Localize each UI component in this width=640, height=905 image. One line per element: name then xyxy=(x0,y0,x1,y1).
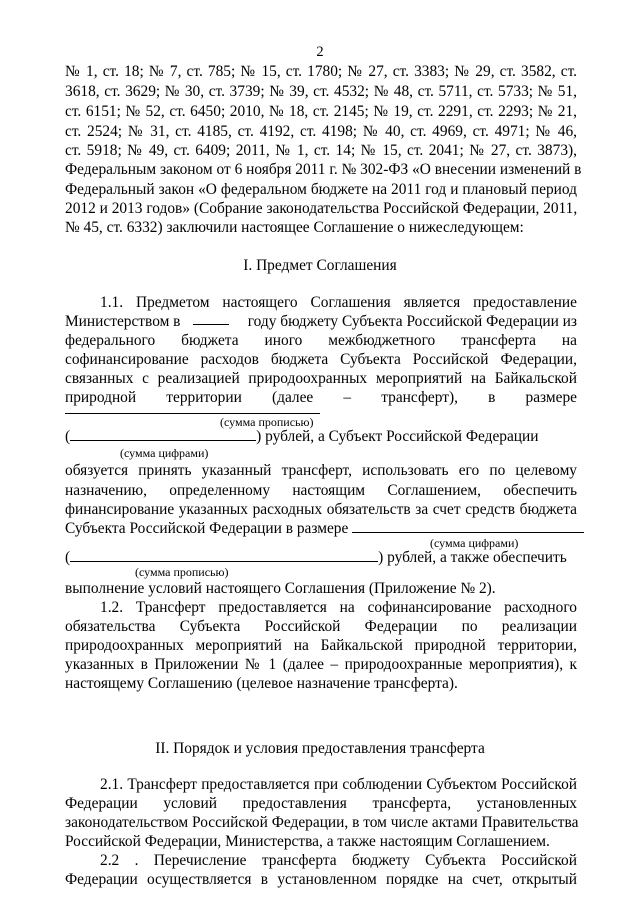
p11-line xyxy=(65,312,577,331)
amount-words-blank-2[interactable] xyxy=(70,549,378,562)
p12-line: 1.2. Трансферт предоставляется на софинансирование расходного xyxy=(100,599,577,616)
p11-line: назначению, определенному настоящим Соглашением, обеспечить xyxy=(65,482,577,499)
amount-digits-blank-2[interactable] xyxy=(352,520,584,533)
p11-line: федерального бюджета иного межбюджетного трансферта на xyxy=(65,332,577,349)
intro-line: ст. 5918; № 49, ст. 6409; 2011, № 1, ст. 14; № 15, ст. 2041; № 27, ст. 3873), xyxy=(65,142,577,159)
intro-line: ст. 6151; № 52, ст. 6450; 2010, № 18, ст. 2145; № 19, ст. 2291, ст. 2293; № 21, xyxy=(65,103,577,120)
amount-words-label: (сумма прописью) xyxy=(220,415,314,429)
p12-line: обязательства Субъекта Российской Федерации по реализации xyxy=(65,618,577,635)
year-blank-field[interactable] xyxy=(193,312,229,325)
page-number: 2 xyxy=(316,44,324,60)
p11-line: обязуется принять указанный трансферт, использовать его по целевому xyxy=(65,462,577,479)
intro-line: № 45, ст. 6332) заключили настоящее Соглашение о нижеследующем: xyxy=(65,219,524,236)
intro-line: 2012 и 2013 годов» (Собрание законодательства Российской Федерации, 2011, xyxy=(65,200,578,217)
p11-line: Субъекта Российской Федерации в размере xyxy=(65,519,577,538)
p11-line: софинансирование расходов бюджета Субъекта Российской Федерации, xyxy=(65,351,577,368)
intro-line: № 1, ст. 18; № 7, ст. 785; № 15, ст. 1780; № 27, ст. 3383; № 29, ст. 3582, ст. xyxy=(65,63,577,80)
p11-text: Министерством в xyxy=(65,313,181,330)
p21-line: Российской Федерации, Министерства, а также настоящим Соглашением. xyxy=(65,833,550,850)
section-1-title: I. Предмет Соглашения xyxy=(243,257,397,274)
p11-line: природной территории (далее – трансферт), в размере xyxy=(65,389,577,406)
intro-line: ст. 2524; № 31, ст. 4185, ст. 4192, ст. 4198; № 40, ст. 4969, ст. 4971; № 46, xyxy=(65,123,577,140)
p11-line: финансирование указанных расходных обязательств за счет средств бюджета xyxy=(65,501,577,518)
amount-words-label-2: (сумма прописью) xyxy=(135,565,229,579)
p11-line: выполнение условий настоящего Соглашения (Приложение № 2). xyxy=(65,580,496,597)
p21-line: законодательством Российской Федерации, в том числе актами Правительства xyxy=(65,814,579,831)
p11-line: связанных с реализацией природоохранных мероприятий на Байкальской xyxy=(65,370,577,387)
p11-line: ( ) рублей, а также обеспечить xyxy=(65,549,567,566)
intro-line: Федеральный закон «О федеральном бюджете на 2011 год и плановый период xyxy=(65,181,577,198)
p12-line: природоохранных мероприятий на Байкальской природной территории, xyxy=(65,637,577,654)
amount-digits-label-2: (сумма цифрами) xyxy=(430,536,519,550)
amount-digits-label: (сумма цифрами) xyxy=(120,446,209,460)
p11-text: году бюджету Субъекта Российской Федерации из xyxy=(247,313,577,330)
p21-line: 2.1. Трансферт предоставляется при соблюдении Субъектом Российской xyxy=(100,776,577,793)
p12-line: указанных в Приложении № 1 (далее – природоохранные мероприятия), к xyxy=(65,656,577,673)
p12-line: настоящему Соглашению (целевое назначение трансферта). xyxy=(65,675,458,692)
p11-line: 1.1. Предметом настоящего Соглашения является предоставление xyxy=(100,294,577,311)
p22-line: Федерации осуществляется в установленном порядке на счет, открытый xyxy=(65,871,577,888)
intro-line: Федеральным законом от 6 ноября 2011 г. № 302-ФЗ «О внесении изменений в xyxy=(65,161,582,178)
section-2-title: II. Порядок и условия предоставления трансферта xyxy=(155,740,485,757)
amount-digits-blank[interactable] xyxy=(70,428,256,441)
intro-line: 3618, ст. 3629; № 30, ст. 3739; № 39, ст. 4532; № 48, ст. 5711, ст. 5733; № 51, xyxy=(65,83,577,100)
p21-line: Федерации условий предоставления трансферта, установленных xyxy=(65,795,577,812)
p11-line: ( ) рублей, а Субъект Российской Федерации xyxy=(65,428,539,445)
p22-line: 2.2 . Перечисление трансферта бюджету Субъекта Российской xyxy=(100,852,577,869)
